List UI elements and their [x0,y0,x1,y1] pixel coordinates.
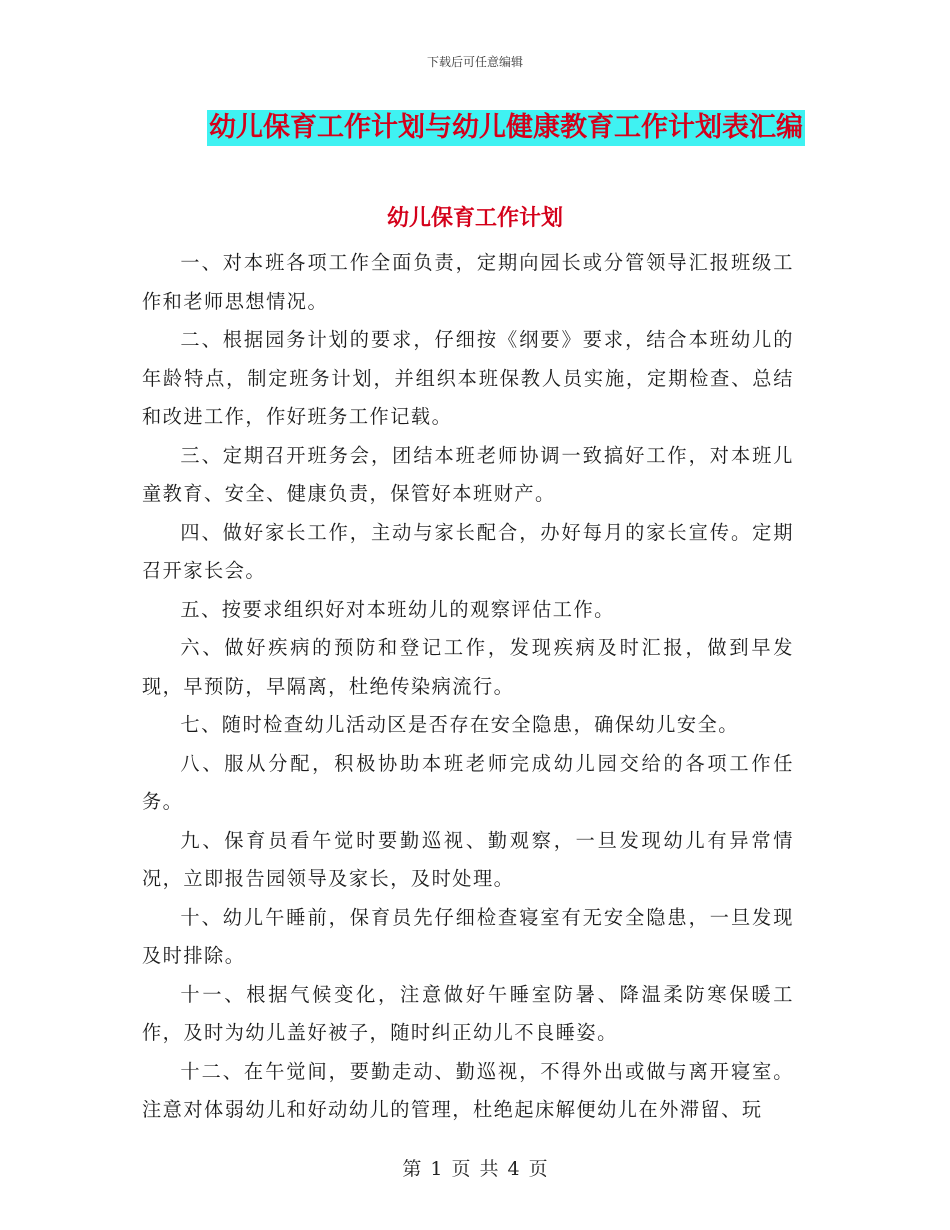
paragraph-11: 十一、根据气候变化，注意做好午睡室防暑、降温柔防寒保暖工作，及时为幼儿盖好被子，随时纠正幼儿不良睡姿。 [142,982,794,1044]
paragraph-8: 八、服从分配，积极协助本班老师完成幼儿园交给的各项工作任务。 [142,751,794,813]
paragraph-5: 五、按要求组织好对本班幼儿的观察评估工作。 [180,597,615,621]
paragraph-3: 三、定期召开班务会，团结本班老师协调一致搞好工作，对本班儿童教育、安全、健康负责，保管好本班财产。 [142,443,794,505]
paragraph-12: 十二、在午觉间，要勤走动、勤巡视，不得外出或做与离开寝室。注意对体弱幼儿和好动幼儿的管理，杜绝起床解便幼儿在外滞留、玩 [142,1059,794,1121]
document-body [142,244,794,1130]
paragraph-7: 七、随时检查幼儿活动区是否存在安全隐患，确保幼儿安全。 [180,713,739,736]
section-title: 幼儿保育工作计划 [386,205,563,231]
paragraph-6: 六、做好疾病的预防和登记工作，发现疾病及时汇报，做到早发现，早预防，早隔离，杜绝传染病流行。 [142,636,794,698]
paragraph-2: 二、根据园务计划的要求，仔细按《纲要》要求，结合本班幼儿的年龄特点，制定班务计划，并组织本班保教人员实施，定期检查、总结和改进工作，作好班务工作记载。 [142,328,794,428]
page-footer: 第 1 页 共 4 页 [402,1158,548,1180]
paragraph-10: 十、幼儿午睡前，保育员先仔细检查寝室有无安全隐患，一旦发现及时排除。 [142,905,794,967]
paragraph-4: 四、做好家长工作，主动与家长配合，办好每月的家长宣传。定期召开家长会。 [142,520,794,582]
paragraph-1: 一、对本班各项工作全面负责，定期向园长或分管领导汇报班级工作和老师思想情况。 [142,251,794,313]
header-note: 下载后可任意编辑 [426,55,523,69]
paragraph-9: 九、保育员看午觉时要勤巡视、勤观察，一旦发现幼儿有异常情况，立即报告园领导及家长，及时处理。 [142,828,794,890]
document-title: 幼儿保育工作计划与幼儿健康教育工作计划表汇编 [207,110,805,146]
